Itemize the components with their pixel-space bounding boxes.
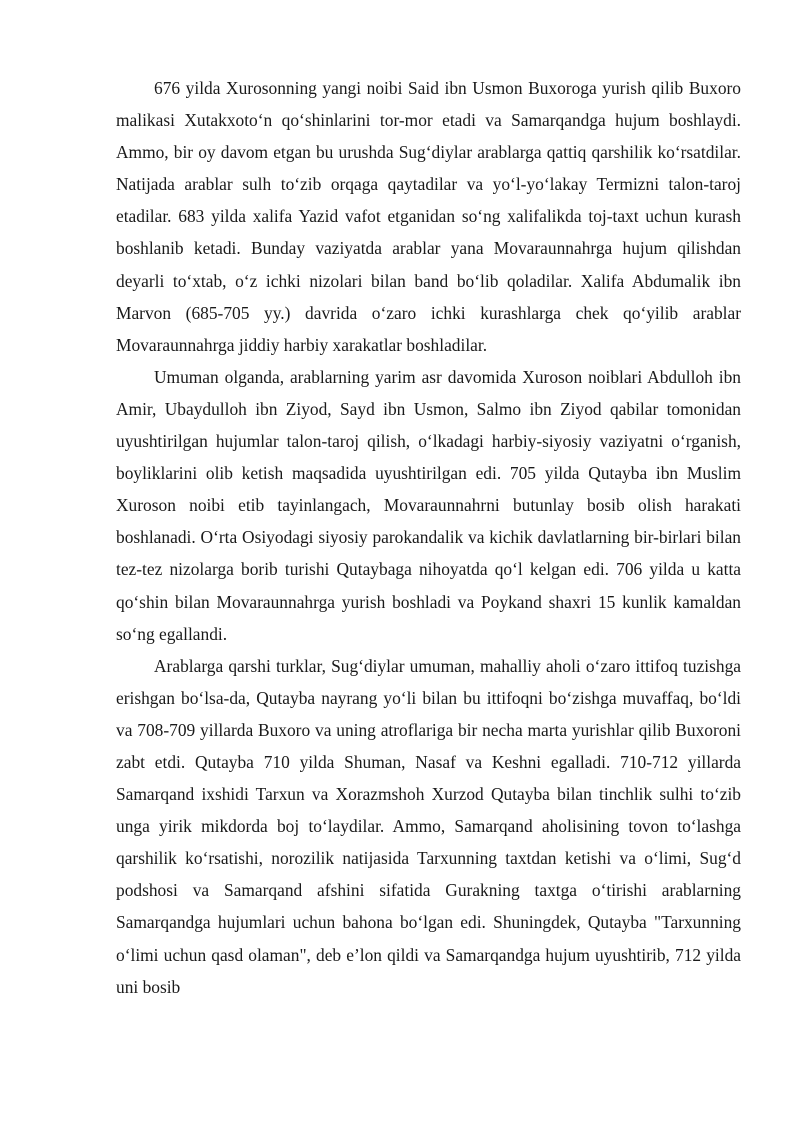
- paragraph: 676 yilda Xurosonning yangi noibi Said ibn Usmon Buxoroga yurish qilib Buxoro malikasi Xutakxoto‘n qo‘shinlarini tor-mor etadi va Samarqandga hujum boshlaydi. Ammo, bir oy davom etgan bu urushda Sug‘diylar arablarga qattiq qarshilik ko‘rsatdilar. Natijada arablar sulh to‘zib orqaga qaytadilar va yo‘l-yo‘lakay Termizni talon-taroj etadilar. 683 yilda xalifa Yazid vafot etganidan so‘ng xalifalikda toj-taxt uchun kurash boshlanib ketadi. Bunday vaziyatda arablar yana Movaraunnahrga hujum qilishdan deyarli to‘xtab, o‘z ichki nizolari bilan band bo‘lib qoladilar. Xalifa Abdumalik ibn Marvon (685-705 yy.) davrida o‘zaro ichki kurashlarga chek qo‘yilib arablar Movaraunnahrga jiddiy harbiy xarakatlar boshladilar.: [116, 78, 741, 355]
- document-page: [116, 72, 741, 1003]
- paragraph: Arablarga qarshi turklar, Sug‘diylar umuman, mahalliy aholi o‘zaro ittifoq tuzishga erishgan bo‘lsa-da, Qutayba nayrang yo‘li bilan bu ittifoqni bo‘zishga muvaffaq, bo‘ldi va 708-709 yillarda Buxoro va uning atroflariga bir necha marta yurishlar qilib Buxoroni zabt etdi. Qutayba 710 yilda Shuman, Nasaf va Keshni egalladi. 710-712 yillarda Samarqand ixshidi Tarxun va Xorazmshoh Xurzod Qutayba bilan tinchlik sulhi to‘zib unga yirik mikdorda boj to‘laydilar. Ammo, Samarqand aholisining tovon to‘lashga qarshilik ko‘rsatishi, norozilik natijasida Tarxunning taxtdan ketishi va o‘limi, Sug‘d podshosi va Samarqand afshini sifatida Gurakning taxtga o‘tirishi arablarning Samarqandga hujumlari uchun bahona bo‘lgan edi. Shuningdek, Qutayba "Tarxunning o‘limi uchun qasd olaman", deb e’lon qildi va Samarqandga hujum uyushtirib, 712 yilda uni bosib: [116, 655, 741, 997]
- paragraph: Umuman olganda, arablarning yarim asr davomida Xuroson noiblari Abdulloh ibn Amir, Ubaydulloh ibn Ziyod, Sayd ibn Usmon, Salmo ibn Ziyod qabilar tomonidan uyushtirilgan hujumlar talon-taroj qilish, o‘lkadagi harbiy-siyosiy vaziyatni o‘rganish, boyliklarini olib ketish maqsadida uyushtirilgan edi. 705 yilda Qutayba ibn Muslim Xuroson noibi etib tayinlangach, Movaraunnahrni butunlay bosib olish harakati boshlanadi. O‘rta Osiyodagi siyosiy parokandalik va kichik davlatlarning bir-birlari bilan tez-tez nizolarga borib turishi Qutaybaga nihoyatda qo‘l kelgan edi. 706 yilda u katta qo‘shin bilan Movaraunnahrga yurish boshladi va Poykand shaxri 15 kunlik kamaldan so‘ng egallandi.: [116, 366, 741, 644]
